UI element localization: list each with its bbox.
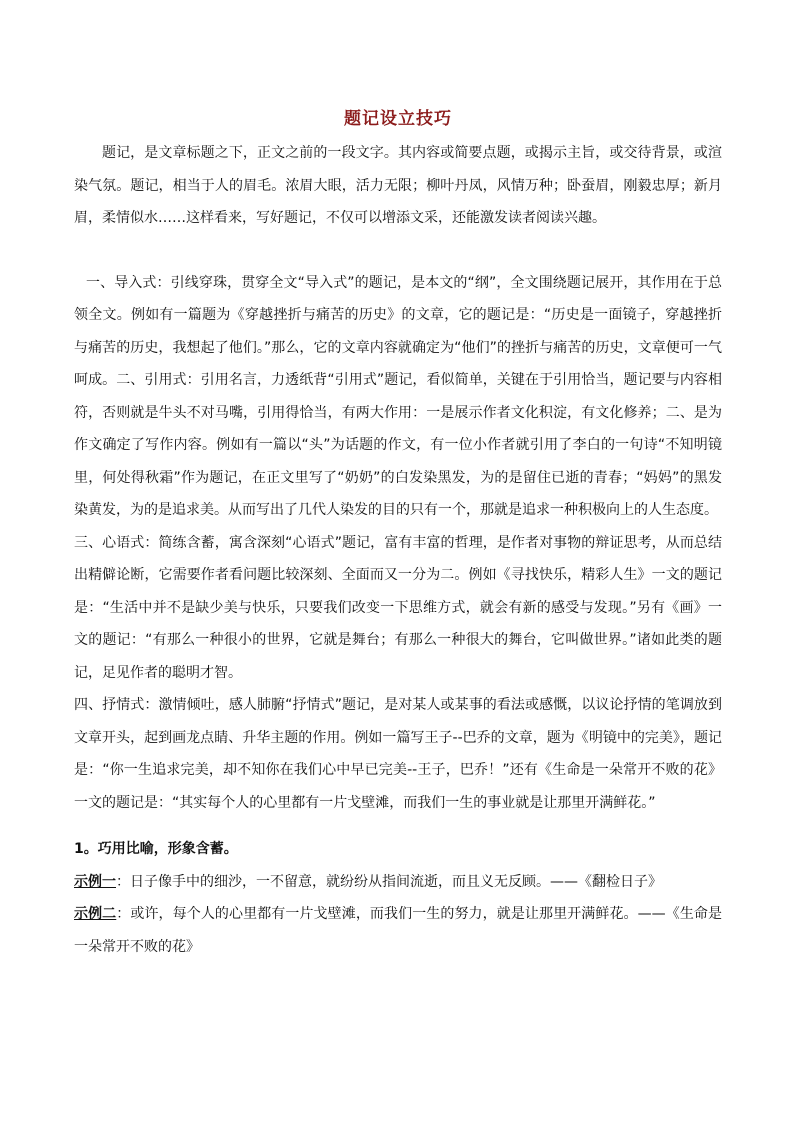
section-heading-metaphor: 1。巧用比喻，形象含蓄。 [74,841,238,857]
intro-paragraph: 题记，是文章标题之下，正文之前的一段文字。其内容或简要点题，或揭示主旨，或交待背景，或渲染气氛。题记，相当于人的眉毛。浓眉大眼，活力无限；柳叶丹凤，风情万种；卧蚕眉，刚毅忠厚；新月眉，柔情似水……这样看来，写好题记，不仅可以增添文采，还能激发读者阅读兴趣。 [74,145,722,226]
example-two [74,898,722,963]
example-two-label: 示例二 [74,906,117,922]
example-one [74,866,722,899]
paragraph-heart-words: 三、心语式：简练含蓄，寓含深刻“心语式”题记，富有丰富的哲理，是作者对事物的辩证思考，从而总结出精僻论断，它需要作者看问题比较深刻、全面而又一分为二。例如《寻找快乐，精彩人生》一文的题记是：“生活中并不是缺少美与快乐，只要我们改变一下思维方式，就会有新的感受与发现。”另有《画》一文的题记：“有那么一种很小的世界，它就是舞台；有那么一种很大的舞台，它叫做世界。”诸如此类的题记，足见作者的聪明才智。 [74,534,722,681]
paragraph-lyrical: 四、抒情式：激情倾吐，感人肺腑“抒情式”题记，是对某人或某事的看法或感慨，以议论抒情的笔调放到文章开头，起到画龙点睛、升华主题的作用。例如一篇写王子--巴乔的文章，题为《明镜中的完美》，题记是：“你一生追求完美，却不知你在我们心中早已完美--王子，巴乔！”还有《生命是一朵常开不败的花》一文的题记是：“其实每个人的心里都有一片戈壁滩，而我们一生的事业就是让那里开满鲜花。” [74,697,722,811]
document-title: 题记设立技巧 [344,109,452,129]
paragraph-import-and-quote: 一、导入式：引线穿珠，贯穿全文“导入式”的题记，是本文的“纲”，全文围绕题记展开，其作用在于总领全文。例如有一篇题为《穿越挫折与痛苦的历史》的文章，它的题记是：“历史是一面镜子，穿越挫折与痛苦的历史，我想起了他们。”那么，它的文章内容就确定为“他们”的挫折与痛苦的历史，文章便可一气呵成。二、引用式：引用名言，力透纸背“引用式”题记，看似简单，关键在于引用恰当，题记要与内容相符，否则就是牛头不对马嘴，引用得恰当，有两大作用：一是展示作者文化积淀，有文化修养；二、是为作文确定了写作内容。例如有一篇以“头”为话题的作文，有一位小作者就引用了李白的一句诗“不知明镜里，何处得秋霜”作为题记，在正文里写了“奶奶”的白发染黑发，为的是留住已逝的青春；“妈妈”的黑发染黄发，为的是追求美。从而写出了几代人染发的目的只有一个，那就是追求一种积极向上的人生态度。 [74,274,722,518]
document-page [74,100,722,963]
blank-line [74,235,722,267]
example-one-label: 示例一 [74,873,116,890]
example-one-text: ：日子像手中的细沙，一不留意，就纷纷从指间流逝，而且义无反顾。——《翻检日子》 [116,873,662,890]
example-two-text: ：或许，每个人的心里都有一片戈壁滩，而我们一生的努力，就是让那里开满鲜花。——《生命是一朵常开不败的花》 [74,906,723,955]
